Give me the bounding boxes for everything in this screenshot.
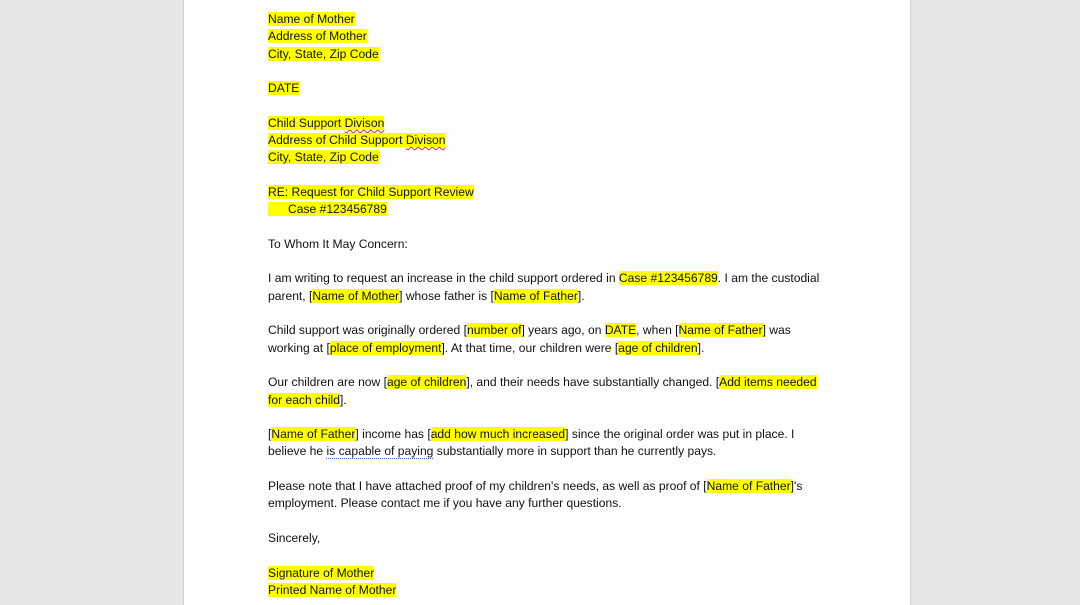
signature-line: Signature of Mother	[268, 565, 375, 580]
case-number-line: Case #123456789	[268, 202, 387, 216]
re-line: RE: Request for Child Support Review	[268, 184, 474, 199]
printed-name-line: Printed Name of Mother	[268, 582, 397, 597]
paragraph-5-line-2: employment. Please contact me if you have any further questions.	[268, 496, 622, 511]
letter-body[interactable]	[268, 11, 838, 599]
grammar-suggestion-mark[interactable]: is capable of paying	[326, 444, 434, 459]
document-page[interactable]	[183, 0, 911, 605]
paragraph-2-line-2: working at [place of employment]. At that time, our children were [age of children].	[268, 340, 705, 355]
closing: Sincerely,	[268, 530, 321, 545]
paragraph-3-line-1: Our children are now [age of children], and their needs have substantially changed. [Add items needed	[268, 375, 817, 390]
sender-name: Name of Mother	[268, 12, 355, 26]
recipient-city: City, State, Zip Code	[268, 150, 379, 165]
paragraph-4-line-1: [Name of Father] income has [add how much increased] since the original order was put in place. I	[268, 427, 795, 442]
paragraph-3-line-2: for each child].	[268, 392, 347, 407]
letter-date: DATE	[268, 81, 300, 96]
recipient-name: Child Support Divison	[268, 115, 385, 130]
sender-city: City, State, Zip Code	[268, 46, 379, 61]
spelling-error-mark[interactable]: Divison	[344, 115, 385, 130]
sender-address: Address of Mother	[268, 29, 367, 44]
paragraph-1-line-1: I am writing to request an increase in the child support ordered in Case #123456789. I am the custodial	[268, 271, 820, 286]
salutation: To Whom It May Concern:	[268, 236, 408, 251]
paragraph-2-line-1: Child support was originally ordered [number of] years ago, on DATE, when [Name of Father] was	[268, 323, 791, 338]
paragraph-4-line-2: believe he is capable of paying substantially more in support than he currently pays.	[268, 444, 717, 459]
paragraph-1-line-2: parent, [Name of Mother] whose father is [Name of Father].	[268, 288, 585, 303]
spelling-error-mark[interactable]: Divison	[405, 133, 446, 148]
recipient-address: Address of Child Support Divison	[268, 133, 446, 148]
paragraph-5-line-1: Please note that I have attached proof of my children's needs, as well as proof of [Name of Father]'s	[268, 479, 803, 494]
